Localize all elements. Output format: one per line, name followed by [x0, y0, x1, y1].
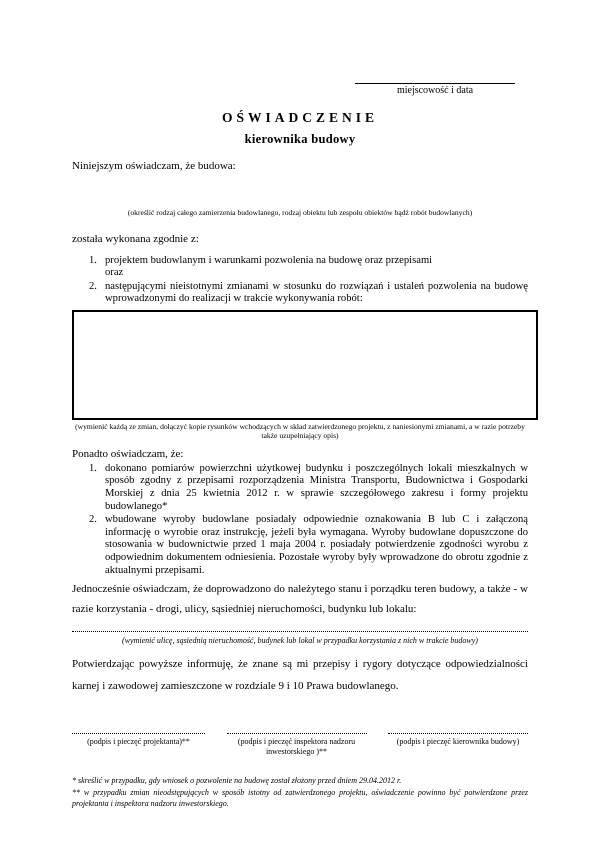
- footnote: * skreślić w przypadku, gdy wniosek o pozwolenie na budowę został złożony przed dniem 29.04.2012 r.: [72, 776, 402, 786]
- place-date-fill-line: [355, 45, 515, 84]
- compliance-list: [72, 255, 528, 306]
- signatures-row: [72, 727, 528, 757]
- signature-caption: (podpis i pieczęć inspektora nadzoru inwestorskiego )**: [237, 737, 356, 757]
- document-title: OŚWIADCZENIE: [221, 110, 379, 125]
- document-subtitle: kierownika budowy: [244, 132, 356, 146]
- signature-fill-line: [72, 727, 205, 734]
- confirmation-paragraph: Potwierdzając powyższe informuję, że znane są mi przepisy i rygory dotyczące odpowiedzialności karnej i zawodowej zamieszczone w rozdziale 9 i 10 Prawa budowlanego.: [72, 658, 528, 693]
- changes-box-caption: (wymienić każdą ze zmian, dołączyć kopie rysunków wchodzących w skład zatwierdzonego projektu, z naniesionymi zmianami, a w razie potrzeby także uzupełniający opis): [75, 421, 525, 441]
- footnote: ** w przypadku zmian nieodstępujących w sposób istotny od zatwierdzonego projektu, oświadczenie powinno być potwierdzone przez projektanta i inspektora nadzoru inwestorskiego.: [72, 788, 528, 809]
- list-item: [72, 255, 528, 280]
- list-item: [72, 514, 528, 577]
- street-fill-line: [72, 622, 528, 632]
- list-item-number: 1.: [89, 254, 97, 266]
- list-item-line: projektem budowlanym i warunkami pozwolenia na budowę oraz przepisami: [105, 254, 433, 266]
- compliance-lead: została wykonana zgodnie z:: [72, 232, 199, 245]
- further-lead: Ponadto oświadczam, że:: [72, 447, 184, 460]
- list-item: [72, 281, 528, 306]
- intro-caption: (określić rodzaj całego zamierzenia budowlanego, rodzaj obiektu lub zespołu obiektów bądź robót budowlanych): [127, 208, 473, 217]
- list-item: [72, 463, 528, 513]
- changes-fill-box: [72, 310, 538, 420]
- signature-fill-line: [227, 727, 367, 734]
- signature-fill-line: [388, 727, 528, 734]
- list-item-line: oraz: [105, 267, 124, 279]
- place-date-label: miejscowość i data: [396, 85, 474, 96]
- signature-designer: [72, 727, 205, 757]
- place-date-block: [355, 45, 515, 96]
- list-item-number: 2.: [89, 280, 97, 292]
- statement-intro: Niniejszym oświadczam, że budowa:: [72, 160, 236, 172]
- further-list: [72, 463, 528, 577]
- site-order-paragraph: Jednocześnie oświadczam, że doprowadzono do należytego stanu i porządku teren budowy, a także - w razie korzystania - drogi, ulicy, sąsiedniej nieruchomości, budynku lub lokalu:: [72, 583, 528, 616]
- list-item-text: wbudowane wyroby budowlane posiadały odpowiednie oznakowania B lub C i załączoną informację o wyrobie oraz instrukcję, jeżeli była wymagana. Wyroby budowlane dopuszczone do stosowania w budownictwie przed 1 maja 2004 r. posiadały potwierdzenie zgodności wyrobu z odpowiednim dokumentem odniesienia. Pozostałe wyroby były wprowadzone do obrotu zgodnie z aktualnymi przepisami.: [105, 514, 528, 576]
- footnotes: [72, 775, 528, 809]
- signature-caption: (podpis i pieczęć projektanta)**: [87, 737, 190, 747]
- list-item-number: 1.: [89, 462, 97, 474]
- list-item-number: 2.: [89, 514, 97, 526]
- street-line-caption: (wymienić ulicę, sąsiednią nieruchomość, budynek lub lokal w przypadku korzystania z nich w trakcie budowy): [122, 636, 478, 646]
- list-item-text: [105, 255, 528, 280]
- list-item-text: następującymi nieistotnymi zmianami w stosunku do rozwiązań i ustaleń pozwolenia na budowę wprowadzonymi do realizacji w trakcie wykonywania robót:: [105, 280, 528, 305]
- signature-site-manager: [388, 727, 528, 757]
- signature-caption: (podpis i pieczęć kierownika budowy): [396, 737, 520, 747]
- signature-inspector: [227, 727, 367, 757]
- list-item-text: dokonano pomiarów powierzchni użytkowej budynku i poszczególnych lokali mieszkalnych w sposób zgodny z przepisami rozporządzenia Ministra Transportu, Budownictwa i Gospodarki Morskiej z dnia 25 kwietnia 2012 r. w sprawie szczegółowego zakresu i formy projektu budowlanego*: [105, 462, 528, 512]
